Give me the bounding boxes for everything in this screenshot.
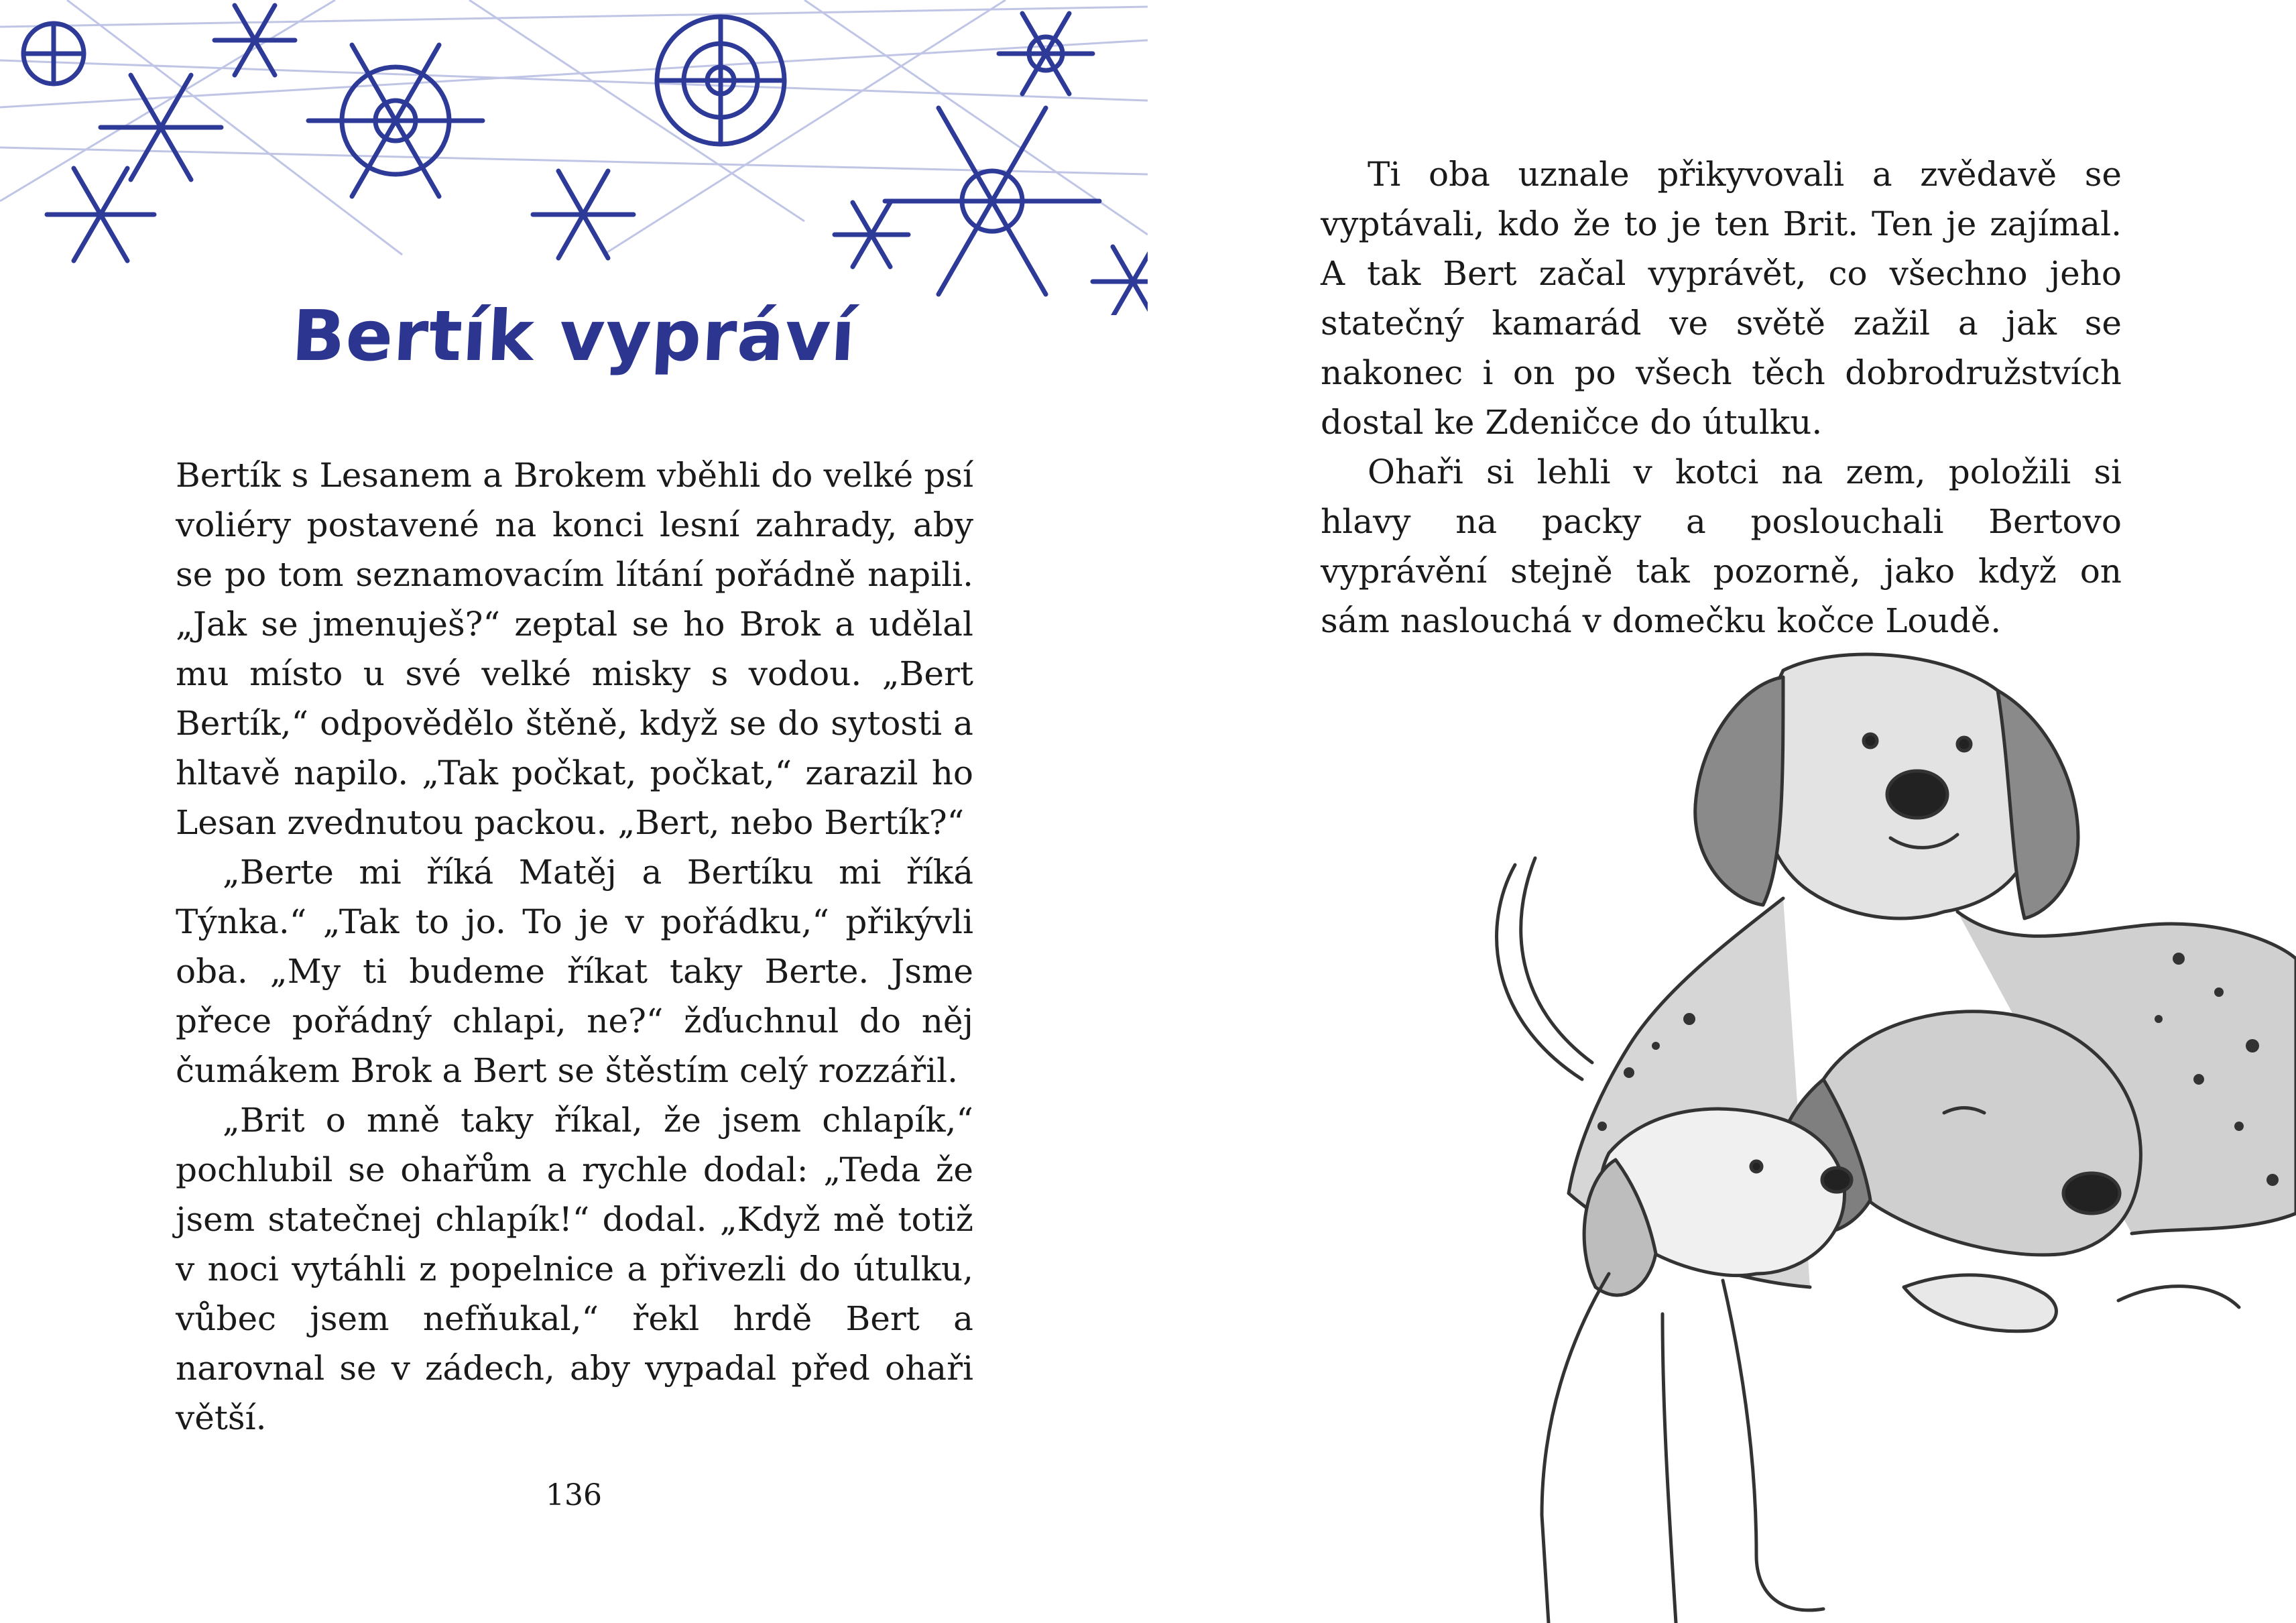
left-text-column [176, 450, 973, 1443]
right-text-column [1321, 149, 2122, 646]
paragraph: Bertík s Lesanem a Brokem vběhli do velké psí voliéry postavené na konci lesní zahrady, aby se po tom seznamovacím lítání pořádně napili. „Jak se jmenuješ?“ zeptal se ho Brok a udělal mu místo u své velké misky s vodou. „Bert Bertík,“ odpovědělo štěně, když se do sytosti a hltavě napilo. „Tak počkat, počkat,“ zarazil ho Lesan zvednutou packou. „Bert, nebo Bertík?“ [176, 456, 973, 842]
page-number: 136 [546, 1478, 602, 1512]
paragraph: Ohaři si lehli v kotci na zem, položili si hlavy na packy a poslouchali Bertovo vyprávění stejně tak pozorně, jako když on sám naslouchá v domečku kočce Loudě. [1321, 453, 2122, 640]
paragraph: „Berte mi říká Matěj a Bertíku mi říká Týnka.“ „Tak to jo. To je v pořádku,“ přikývli oba. „My ti budeme říkat taky Berte. Jsme přece pořádný chlapi, ne?“ žďuchnul do něj čumákem Brok a Bert se štěstím celý rozzářil. [176, 853, 973, 1090]
snowflake-banner-icon [0, 0, 1148, 315]
paragraph: „Brit o mně taky říkal, že jsem chlapík,“ pochlubil se ohařům a rychle dodal: „Teda že jsem statečnej chlapík!“ dodal. „Když mě totiž v noci vytáhli z popelnice a přivezli do útulku, vůbec jsem nefňukal,“ řekl hrdě Bert a narovnal se v zádech, aby vypadal před ohaři větší. [176, 1101, 973, 1437]
paragraph: Ti oba uznale přikyvovali a zvědavě se vyptávali, kdo že to je ten Brit. Ten je zajímal. A tak Bert začal vyprávět, co všechno jeho statečný kamarád ve světě zažil a jak se nakonec i on po všech těch dobrodružstvích dostal ke Zdeničce do útulku. [1321, 155, 2122, 442]
chapter-title: Bertík vypráví [290, 295, 858, 377]
dogs-drawing-icon [1408, 644, 2296, 1623]
